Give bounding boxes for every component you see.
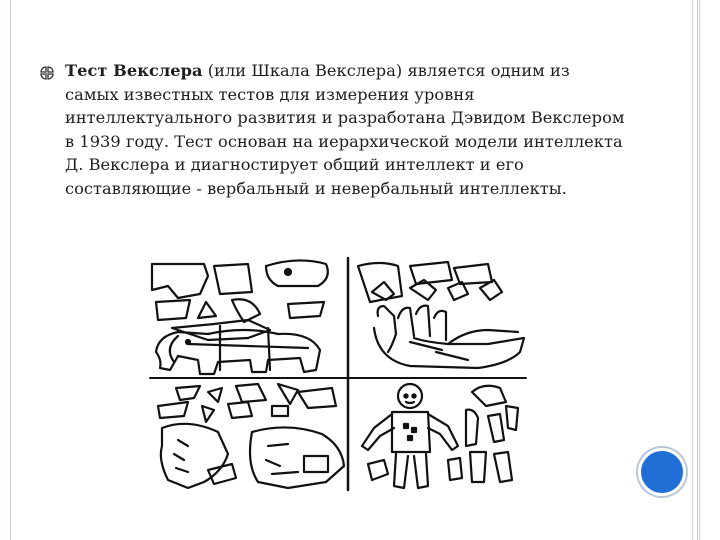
- right-decorative-rule: [692, 0, 700, 540]
- paragraph-term: Тест Векслера: [65, 61, 203, 80]
- paragraph: [65, 59, 625, 200]
- blue-circle-badge: [638, 448, 686, 496]
- paragraph-body: (или Шкала Векслера) является одним из самых известных тестов для измерения уровня интеллектуального развития и разработана Дэвидом Векслером в 1939 году. Тест основан на иерархической модели интеллекта Д. Векслера и диагностирует общий интеллект и его составляющие - вербальный и невербальный интеллекты.: [65, 61, 625, 198]
- quarter-circles-bullet-icon: [40, 66, 54, 80]
- wechsler-object-assembly-puzzles-illustration: [148, 256, 528, 492]
